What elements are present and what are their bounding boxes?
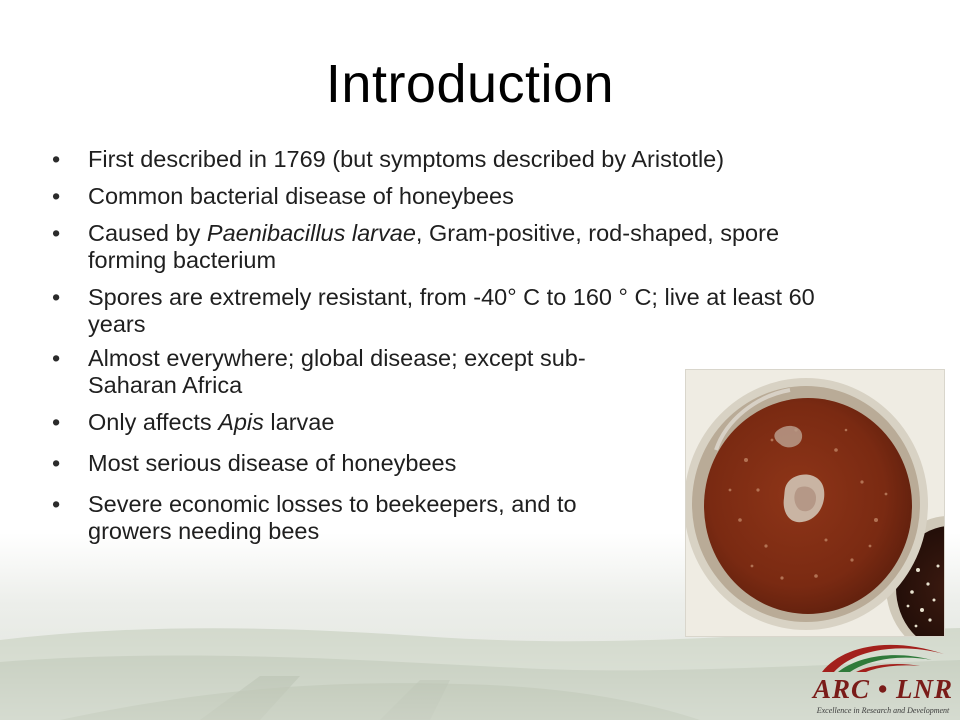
- bullet-item-most-serious: [48, 450, 648, 477]
- bullet-text-before: Only affects: [88, 409, 219, 435]
- bullet-marker: •: [52, 345, 61, 371]
- bullet-text-after: , Gram-positive, rod-shaped, spore forming bacterium: [88, 220, 780, 273]
- bullet-marker: •: [52, 409, 61, 435]
- logo-text: ARC • LNR: [813, 674, 953, 704]
- bullet-marker: •: [52, 183, 61, 209]
- bullet-text: Most serious disease of honeybees: [88, 450, 457, 476]
- bullet-text: First described in 1769 (but symptoms described by Aristotle): [88, 146, 725, 172]
- bullet-item-caused-by: [48, 220, 838, 274]
- bullet-marker: •: [52, 491, 61, 517]
- bullet-marker: •: [52, 220, 61, 246]
- bullet-item-spores: [48, 284, 838, 338]
- arc-lnr-logo: [808, 634, 956, 718]
- bullet-marker: •: [52, 284, 61, 310]
- bullet-text: Spores are extremely resistant, from -40° C to 160 ° C; live at least 60 years: [88, 284, 815, 337]
- bullet-text: Common bacterial disease of honeybees: [88, 183, 514, 209]
- bullet-item-common-disease: [48, 183, 838, 210]
- bullet-item-almost-everywhere: [48, 345, 648, 399]
- bullet-item-first-described: [48, 146, 838, 173]
- logo-tagline: Excellence in Research and Development: [816, 706, 950, 715]
- bullet-marker: •: [52, 146, 61, 172]
- logo-swoosh-icon: [812, 634, 952, 676]
- bullet-text: Severe economic losses to beekeepers, and to growers needing bees: [88, 491, 577, 544]
- slide-title: Introduction: [325, 54, 615, 114]
- bullet-text-italic: Paenibacillus larvae: [206, 220, 416, 246]
- bullet-text: Almost everywhere; global disease; except sub-Saharan Africa: [88, 345, 586, 398]
- bullet-text-italic: Apis: [218, 409, 264, 435]
- bullet-item-economic-losses: [48, 491, 648, 545]
- bullet-text-after: larvae: [263, 409, 335, 435]
- petri-dish-photo: [686, 370, 944, 636]
- bullet-item-only-affects: [48, 409, 648, 436]
- bullet-marker: •: [52, 450, 61, 476]
- bullet-text-before: Caused by: [88, 220, 207, 246]
